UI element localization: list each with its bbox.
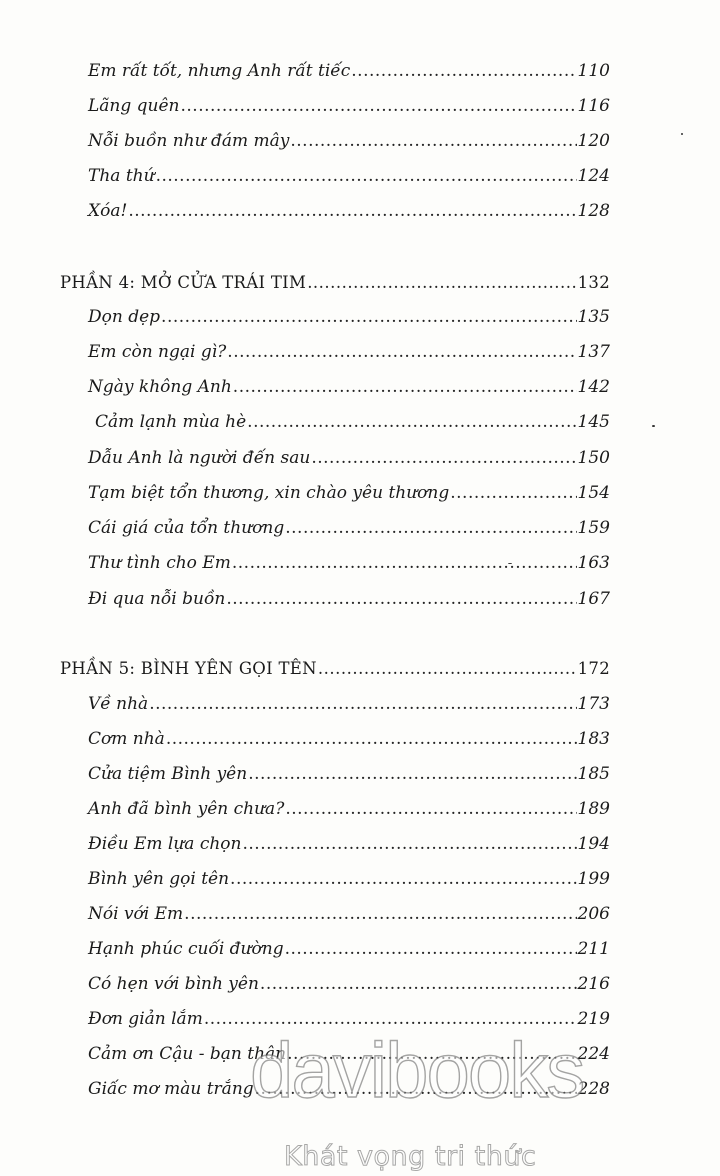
dot-leader: [290, 130, 576, 152]
dot-leader: [318, 658, 577, 680]
toc-entry: [88, 1043, 610, 1065]
entry-page-number: 120: [577, 131, 610, 151]
entry-title: Đơn giản lắm: [88, 1009, 203, 1029]
dot-leader: [161, 306, 577, 328]
watermark-brand: davibooks: [250, 1026, 584, 1114]
scan-speck: [508, 563, 512, 564]
toc-entry: [88, 165, 610, 187]
entry-title: Dọn dẹp: [88, 307, 161, 327]
toc-entry: [88, 552, 610, 574]
entry-page-number: 199: [577, 869, 610, 889]
entry-title: Em còn ngại gì?: [88, 342, 227, 362]
dot-leader: [230, 868, 577, 890]
dot-leader: [248, 763, 576, 785]
toc-entry: [88, 482, 610, 504]
dot-leader: [181, 95, 577, 117]
entry-page-number: 110: [577, 61, 610, 81]
entry-page-number: 228: [577, 1079, 610, 1099]
dot-leader: [232, 552, 577, 574]
toc-entry: [88, 200, 610, 222]
entry-page-number: 185: [577, 764, 610, 784]
dot-leader: [226, 588, 576, 610]
entry-page-number: 206: [577, 904, 610, 924]
entry-page-number: 224: [577, 1044, 610, 1064]
part-heading: [60, 272, 610, 294]
entry-title: Dẫu Anh là người đến sau: [88, 448, 311, 468]
scan-speck: [652, 425, 655, 427]
entry-page-number: 124: [577, 166, 610, 186]
entry-title: Tạm biệt tổn thương, xin chào yêu thương: [88, 483, 450, 503]
dot-leader: [260, 973, 577, 995]
entry-page-number: 173: [577, 694, 610, 714]
toc-entry: [88, 376, 610, 398]
dot-leader: [166, 728, 577, 750]
dot-leader: [285, 798, 576, 820]
toc-entry: [88, 903, 610, 925]
entry-title: Thư tình cho Em: [88, 553, 231, 573]
entry-page-number: 219: [577, 1009, 610, 1029]
scan-speck: [681, 133, 683, 135]
dot-leader: [285, 938, 577, 960]
entry-title: Cái giá của tổn thương: [88, 518, 285, 538]
entry-title: Giấc mơ màu trắng: [88, 1079, 254, 1099]
entry-page-number: 150: [577, 448, 610, 468]
entry-page-number: 128: [577, 201, 610, 221]
toc-entry: [88, 1008, 610, 1030]
entry-page-number: 154: [577, 483, 610, 503]
entry-page-number: 167: [577, 589, 610, 609]
entry-page-number: 135: [577, 307, 610, 327]
toc-entry: [95, 411, 610, 433]
entry-title: Lãng quên: [88, 96, 180, 116]
entry-page-number: 183: [577, 729, 610, 749]
toc-entry: [88, 341, 610, 363]
entry-title: Xóa!: [88, 201, 128, 221]
toc-entry: [88, 763, 610, 785]
dot-leader: [242, 833, 576, 855]
entry-title: Tha thứ: [88, 166, 155, 186]
toc-entry: [88, 588, 610, 610]
dot-leader: [128, 200, 576, 222]
toc-entry: [88, 60, 610, 82]
dot-leader: [149, 693, 576, 715]
dot-leader: [307, 272, 576, 294]
toc-entry: [88, 868, 610, 890]
entry-title: Em rất tốt, nhưng Anh rất tiếc: [88, 61, 351, 81]
dot-leader: [227, 341, 576, 363]
entry-page-number: 142: [577, 377, 610, 397]
entry-page-number: 216: [577, 974, 610, 994]
dot-leader: [287, 1043, 576, 1065]
entry-page-number: 189: [577, 799, 610, 819]
entry-title: Anh đã bình yên chưa?: [88, 799, 285, 819]
toc-entry: [88, 973, 610, 995]
dot-leader: [156, 165, 577, 187]
part-heading: [60, 658, 610, 680]
entry-page-number: 211: [577, 939, 610, 959]
entry-title: Về nhà: [88, 694, 149, 714]
entry-page-number: 163: [577, 553, 610, 573]
toc-entry: [88, 517, 610, 539]
entry-page-number: 145: [577, 412, 610, 432]
toc-entry: [88, 938, 610, 960]
dot-leader: [351, 60, 576, 82]
entry-title: Cảm lạnh mùa hè: [95, 412, 247, 432]
watermark-tagline: Khát vọng tri thức: [284, 1141, 537, 1172]
entry-page-number: 116: [577, 96, 610, 116]
entry-title: Đi qua nỗi buồn: [88, 589, 226, 609]
entry-title: Có hẹn với bình yên: [88, 974, 259, 994]
dot-leader: [247, 411, 576, 433]
part-page-number: 172: [577, 659, 610, 678]
toc-entry: [88, 693, 610, 715]
toc-entry: [88, 306, 610, 328]
dot-leader: [184, 903, 576, 925]
entry-title: Cửa tiệm Bình yên: [88, 764, 248, 784]
toc-entry: [88, 833, 610, 855]
dot-leader: [233, 376, 577, 398]
dot-leader: [255, 1078, 577, 1100]
part-page-number: 132: [577, 273, 610, 292]
dot-leader: [311, 447, 576, 469]
part-title: PHẦN 5: BÌNH YÊN GỌI TÊN: [60, 659, 317, 678]
entry-title: Điều Em lựa chọn: [88, 834, 242, 854]
entry-title: Nỗi buồn như đám mây: [88, 131, 290, 151]
entry-title: Bình yên gọi tên: [88, 869, 230, 889]
entry-title: Ngày không Anh: [88, 377, 232, 397]
toc-entry: [88, 95, 610, 117]
entry-page-number: 137: [577, 342, 610, 362]
entry-page-number: 159: [577, 518, 610, 538]
entry-title: Cơm nhà: [88, 729, 165, 749]
toc-entry: [88, 1078, 610, 1100]
dot-leader: [450, 482, 576, 504]
toc-entry: [88, 798, 610, 820]
entry-title: Nói với Em: [88, 904, 184, 924]
dot-leader: [204, 1008, 577, 1030]
toc-entry: [88, 728, 610, 750]
entry-page-number: 194: [577, 834, 610, 854]
dot-leader: [285, 517, 576, 539]
part-title: PHẦN 4: MỞ CỬA TRÁI TIM: [60, 273, 307, 292]
entry-title: Cảm ơn Cậu - bạn thân: [88, 1044, 287, 1064]
entry-title: Hạnh phúc cuối đường: [88, 939, 284, 959]
toc-entry: [88, 130, 610, 152]
toc-entry: [88, 447, 610, 469]
